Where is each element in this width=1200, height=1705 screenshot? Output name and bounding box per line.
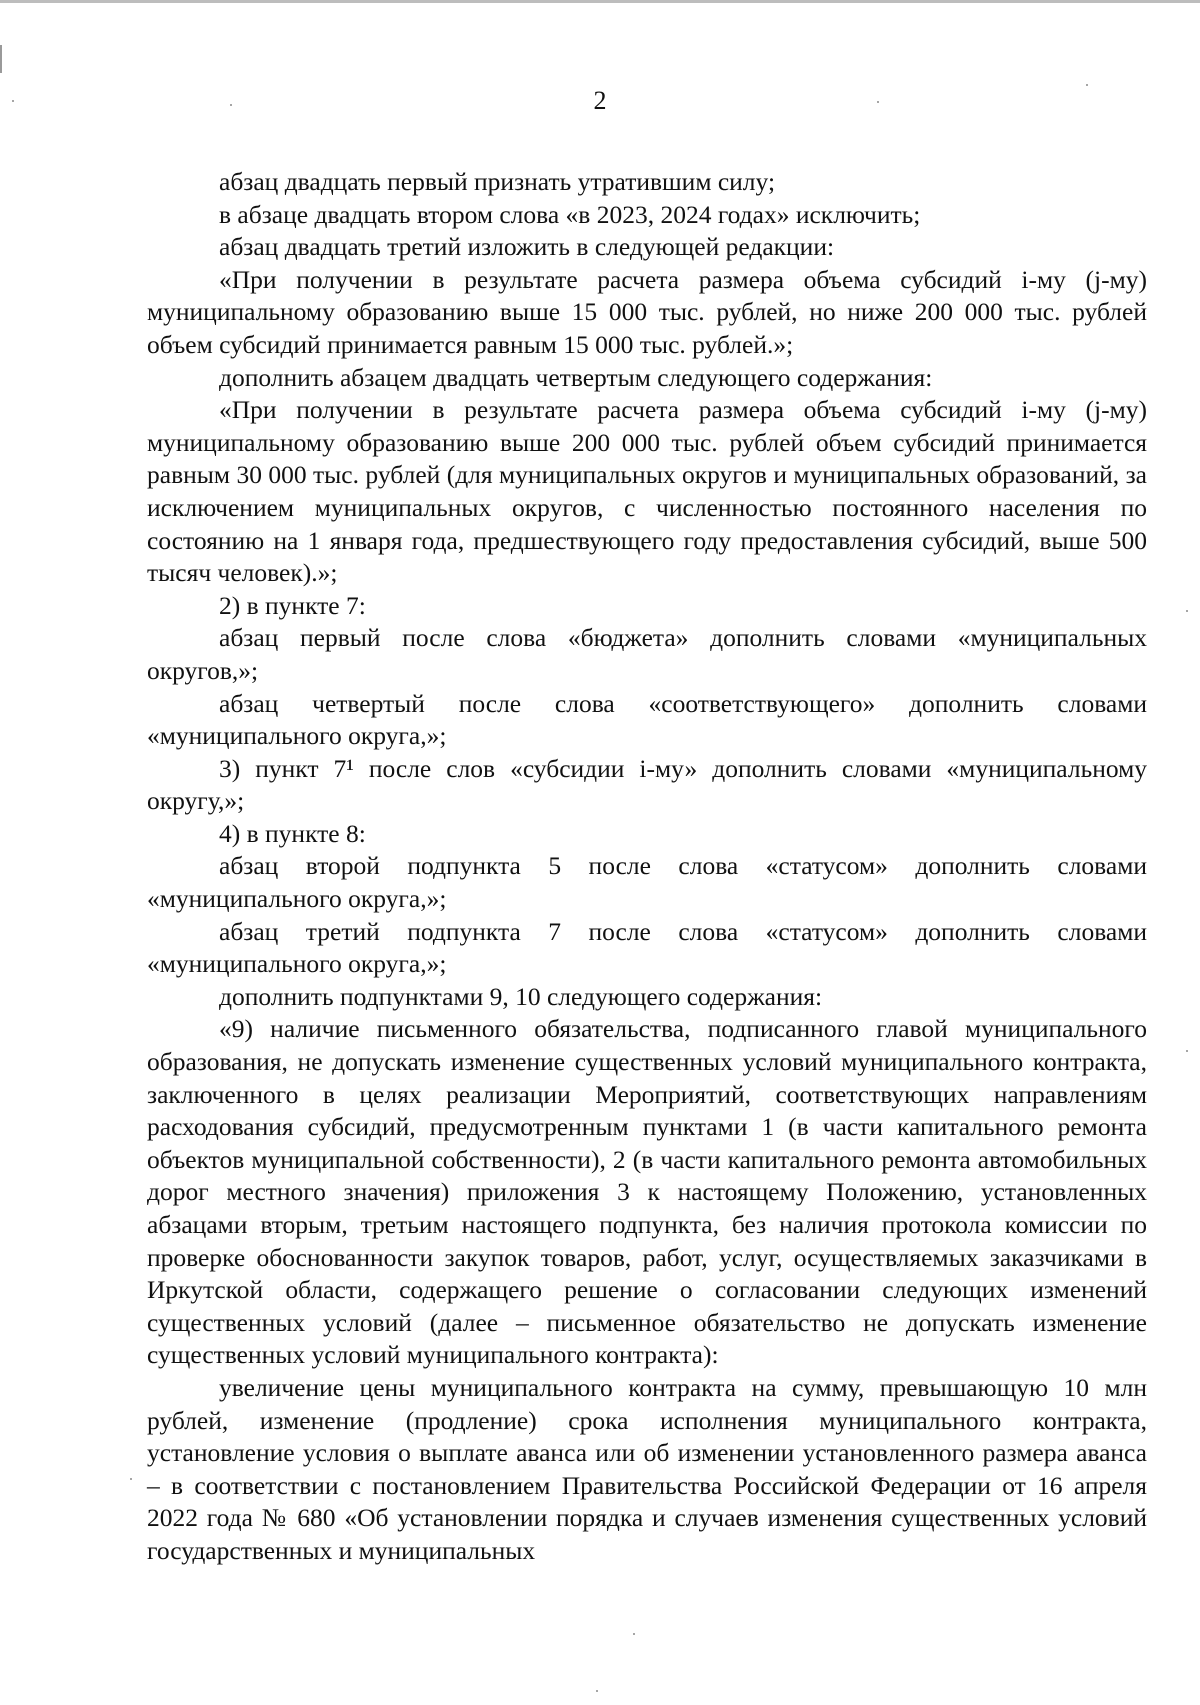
scan-left-edge (0, 45, 2, 73)
paragraph: «При получении в результате расчета размера объема субсидий i-му (j-му) муниципальному образованию выше 200 000 тыс. рублей объем субсидий принимается равным 30 000 тыс. рублей (для муниципальных округов и муниципальных образований, за исключением муниципальных округов, с численностью постоянного населения по состоянию на 1 января года, предшествующего году предоставления субсидий, выше 500 тысяч человек).»; (147, 395, 1147, 588)
paragraph: дополнить подпунктами 9, 10 следующего содержания: (219, 981, 823, 1011)
paragraph: увеличение цены муниципального контракта на сумму, превышающую 10 млн рублей, изменение (продление) срока исполнения муниципального контракта, установление условия о выплате аванса или об изменении установленного размера аванса – в соответствии с постановлением Правительства Российской Федерации от 16 апреля 2022 года № 680 «Об установлении порядка и случаев изменения существенных условий государственных и муниципальных (147, 1372, 1147, 1565)
page-number: 2 (593, 86, 607, 115)
paragraph: дополнить абзацем двадцать четвертым следующего содержания: (219, 362, 933, 392)
scan-top-edge (0, 0, 1200, 3)
scan-speck (230, 104, 232, 106)
paragraph: 4) в пункте 8: (219, 818, 366, 848)
paragraph: абзац второй подпункта 5 после слова «статусом» дополнить словами «муниципального округа,»; (147, 851, 1147, 914)
paragraph: «При получении в результате расчета размера объема субсидий i-му (j-му) муниципальному образованию выше 15 000 тыс. рублей, но ниже 200 000 тыс. рублей объем субсидий принимается равным 15 000 тыс. рублей.»; (147, 264, 1147, 359)
paragraph: абзац двадцать третий изложить в следующей редакции: (219, 232, 835, 262)
paragraph: абзац третий подпункта 7 после слова «статусом» дополнить словами «муниципального округа,»; (147, 916, 1147, 979)
paragraph: в абзаце двадцать втором слова «в 2023, 2024 годах» исключить; (219, 199, 921, 229)
paragraph: абзац первый после слова «бюджета» дополнить словами «муниципальных округов,»; (147, 623, 1147, 685)
scan-speck (877, 101, 879, 103)
paragraph: абзац четвертый после слова «соответствующего» дополнить словами «муниципального округа,»; (147, 688, 1147, 751)
scan-speck (633, 1633, 635, 1635)
paragraph: 3) пункт 7¹ после слов «субсидии i-му» дополнить словами «муниципальному округу,»; (147, 753, 1147, 816)
paragraph: «9) наличие письменного обязательства, подписанного главой муниципального образования, не допускать изменение существенных условий муниципального контракта, заключенного в целях реализации Мероприятий, соответствующих направлениям расходования субсидий, предусмотренным пунктами 1 (в части капитального ремонта объектов муниципальной собственности), 2 (в части капитального ремонта автомобильных дорог местного значения) приложения 3 к настоящему Положению, установленных абзацами вторым, третьим настоящего подпункта, без наличия протокола комиссии по проверке обоснованности закупок товаров, работ, услуг, осуществляемых заказчиками в Иркутской области, содержащего решение о согласовании следующих изменений существенных условий (далее – письменное обязательство не допускать изменение существенных условий муниципального контракта): (147, 1014, 1147, 1370)
scan-speck (1186, 1050, 1188, 1052)
scan-speck (1186, 610, 1188, 612)
scan-speck (130, 1478, 132, 1480)
paragraph: абзац двадцать первый признать утратившим силу; (219, 167, 776, 196)
paragraph: 2) в пункте 7: (219, 590, 366, 620)
scan-speck (596, 1690, 598, 1692)
document-body (147, 166, 1147, 1568)
scan-speck (12, 100, 14, 102)
scan-speck (1086, 84, 1088, 86)
